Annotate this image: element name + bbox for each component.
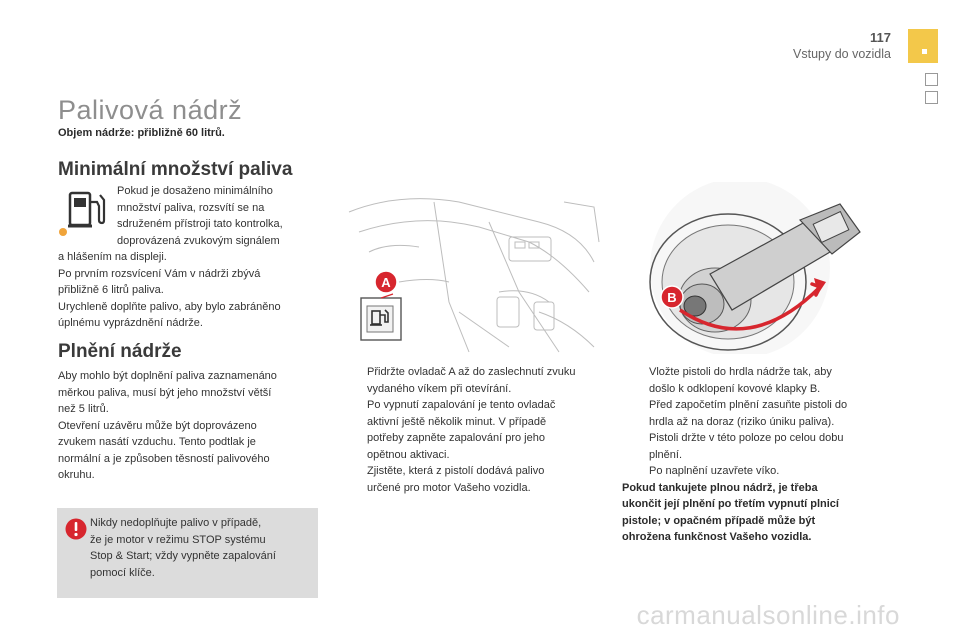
text-line: Urychleně doplňte palivo, aby bylo zabráněno <box>58 300 281 313</box>
text-line: ukončit její plnění po třetím vypnutí plnicí <box>622 498 839 510</box>
text-line: okruhu. <box>58 469 95 481</box>
text-line: Otevření uzávěru může být doprovázeno <box>58 419 257 432</box>
text-line: Pokud je dosaženo minimálního <box>117 185 273 197</box>
fuel-pump-warning-icon <box>66 190 108 230</box>
chapter-tab <box>925 73 938 86</box>
text-line: opětnou aktivaci. <box>367 448 450 461</box>
warning-box <box>57 508 318 598</box>
text-line: pistole; v opačném případě může být <box>622 514 816 527</box>
text-line: množství paliva, rozsvítí se na <box>117 201 265 214</box>
text-line: a hlášením na displeji. <box>58 251 167 263</box>
text-line: plnění. <box>649 448 683 461</box>
step-item <box>622 397 887 430</box>
step-item <box>622 463 887 480</box>
text-line: zvukem nasátí vzduchu. Tento podtlak je <box>58 436 256 448</box>
min-fuel-body <box>58 249 320 332</box>
min-fuel-intro <box>117 183 317 249</box>
text-line: Vložte pistoli do hrdla nádrže tak, aby <box>649 366 832 378</box>
callout-b-label: B <box>667 290 677 305</box>
step-item <box>340 463 610 496</box>
chapter-tab-active <box>908 29 938 63</box>
tank-capacity: Objem nádrže: přibližně 60 litrů. <box>58 127 225 139</box>
step-item <box>622 430 887 463</box>
text-line: úplnému vyprázdnění nádrže. <box>58 317 203 329</box>
text-line: Po vypnutí zapalování je tento ovladač <box>367 399 556 411</box>
steps-middle <box>340 364 610 496</box>
text-line: došlo k odklopení kovové klapky B. <box>649 382 821 395</box>
text-line: Aby mohlo být doplnění paliva zaznamenáno <box>58 370 277 382</box>
text-line: Stop & Start; vždy vypněte zapalování <box>90 550 276 562</box>
step-item <box>340 364 610 463</box>
text-line: sdruženém přístroji tato kontrolka, <box>117 218 283 230</box>
watermark: carmanualsonline.info <box>636 600 900 630</box>
warning-icon <box>65 518 87 540</box>
page-title: Palivová nádrž <box>58 95 243 125</box>
section-title: Vstupy do vozidla <box>793 47 891 61</box>
text-line: vydaného víkem při otevírání. <box>367 382 512 395</box>
text-line: přibližně 6 litrů paliva. <box>58 284 164 296</box>
indicator-lamp-icon <box>59 228 67 236</box>
text-line: ohrožena funkčnost Vašeho vozidla. <box>622 531 812 543</box>
chapter-tab <box>925 91 938 104</box>
text-line: že je motor v režimu STOP systému <box>90 533 266 546</box>
text-line: Zjistěte, která z pistolí dodává palivo <box>367 465 545 477</box>
closing-note <box>622 480 887 546</box>
text-line: potřeby zapněte zapalování pro jeho <box>367 432 545 444</box>
step-item <box>622 364 887 397</box>
figure-fuel-filler-neck <box>620 182 885 354</box>
text-line: Přidržte ovladač A až do zaslechnutí zvuku <box>367 366 576 378</box>
tab-dot <box>922 49 927 54</box>
text-line: Pokud tankujete plnou nádrž, je třeba <box>622 481 818 494</box>
text-line: doprovázená zvukovým signálem <box>117 234 280 247</box>
text-line: Nikdy nedoplňujte palivo v případě, <box>90 517 262 529</box>
refuel-body <box>58 368 320 484</box>
text-line: pomocí klíče. <box>90 566 155 579</box>
text-line: určené pro motor Vašeho vozidla. <box>367 481 531 494</box>
warning-text <box>90 515 312 581</box>
text-line: hrdla až na doraz (riziko úniku paliva). <box>649 415 835 428</box>
text-line: měrkou paliva, musí být jeho množství větší <box>58 386 272 399</box>
text-line: než 5 litrů. <box>58 403 109 415</box>
text-line: Po naplnění uzavřete víko. <box>649 465 780 477</box>
text-line: Po prvním rozsvícení Vám v nádrži zbývá <box>58 267 261 280</box>
page-number: 117 <box>870 30 891 45</box>
text-line: Před započetím plnění zasuňte pistoli do <box>649 399 848 411</box>
callout-a-label: A <box>381 275 391 290</box>
text-line: Pistoli držte v této poloze po celou dobu <box>649 432 844 444</box>
text-line: normální a je způsoben těsností palivového <box>58 452 270 465</box>
steps-right <box>622 364 887 546</box>
text-line: aktivní ještě několik minut. V případě <box>367 415 547 428</box>
refuel-heading: Plnění nádrže <box>58 341 182 362</box>
figure-dashboard-fuel-button <box>339 182 602 354</box>
min-fuel-heading: Minimální množství paliva <box>58 159 293 180</box>
